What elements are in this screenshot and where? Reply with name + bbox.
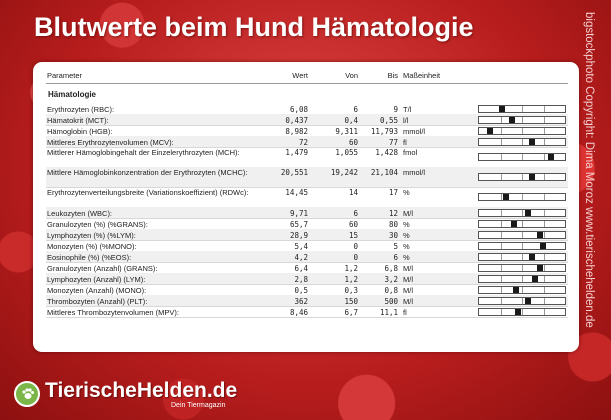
table-row	[46, 167, 568, 188]
range-marker	[503, 194, 509, 200]
value-unit: M/l	[403, 286, 413, 295]
range-tick	[544, 276, 545, 282]
range-indicator	[478, 105, 566, 113]
range-tick	[522, 309, 523, 315]
value-von: 1,2	[344, 264, 358, 273]
range-indicator	[478, 209, 566, 217]
value-von: 0	[353, 253, 358, 262]
brand-tagline: Dein Tiermagazin	[171, 402, 226, 409]
value-bis: 77	[388, 138, 398, 147]
range-tick	[522, 128, 523, 134]
range-tick	[501, 210, 502, 216]
value-wert: 6,08	[289, 105, 308, 114]
value-wert: 6,4	[294, 264, 308, 273]
value-unit: mmol/l	[403, 168, 426, 177]
range-tick	[544, 174, 545, 180]
value-unit: M/l	[403, 209, 413, 218]
range-tick	[522, 265, 523, 271]
value-wert: 65,7	[289, 220, 308, 229]
range-marker	[487, 128, 493, 134]
parameter-name: Hämatokrit (MCT):	[47, 116, 109, 125]
value-unit: M/l	[403, 275, 413, 284]
range-tick	[501, 276, 502, 282]
range-tick	[501, 298, 502, 304]
range-marker	[529, 139, 535, 145]
range-tick	[522, 221, 523, 227]
value-von: 9,311	[335, 127, 358, 136]
range-tick	[522, 243, 523, 249]
range-tick	[544, 139, 545, 145]
parameter-name: Erythrozyten (RBC):	[47, 105, 115, 114]
value-unit: M/l	[403, 264, 413, 273]
parameter-name: Lymphozyten (%) (%LYM):	[47, 231, 136, 240]
header-parameter: Parameter	[47, 71, 83, 80]
value-wert: 8,982	[285, 127, 308, 136]
range-tick	[522, 154, 523, 160]
range-tick	[522, 194, 523, 200]
parameter-name: Erythrozytenverteilungsbreite (Variationskoeffizient) (RDWc):	[47, 188, 249, 197]
value-wert: 362	[294, 297, 308, 306]
value-von: 6	[353, 209, 358, 218]
range-tick	[501, 243, 502, 249]
value-von: 14	[348, 188, 358, 197]
value-wert: 1,479	[285, 148, 308, 157]
table-header	[46, 71, 568, 84]
range-marker	[529, 254, 535, 260]
parameter-name: Eosinophile (%) (%EOS):	[47, 253, 132, 262]
range-tick	[501, 232, 502, 238]
range-indicator	[478, 193, 566, 201]
value-wert: 4,2	[294, 253, 308, 262]
range-tick	[501, 128, 502, 134]
range-tick	[522, 232, 523, 238]
value-von: 0,4	[344, 116, 358, 125]
parameter-name: Mittleres Erythrozytenvolumen (MCV):	[47, 138, 174, 147]
value-unit: %	[403, 188, 410, 197]
range-tick	[501, 139, 502, 145]
value-wert: 5,4	[294, 242, 308, 251]
range-tick	[544, 117, 545, 123]
range-indicator	[478, 308, 566, 316]
range-tick	[501, 174, 502, 180]
value-bis: 5	[393, 242, 398, 251]
range-tick	[522, 287, 523, 293]
value-von: 0	[353, 242, 358, 251]
range-tick	[522, 174, 523, 180]
value-von: 1,055	[335, 148, 358, 157]
range-tick	[501, 194, 502, 200]
value-bis: 6,8	[384, 264, 398, 273]
value-wert: 14,45	[285, 188, 308, 197]
page-title: Blutwerte beim Hund Hämatologie	[34, 12, 474, 42]
value-bis: 6	[393, 253, 398, 262]
value-bis: 9	[393, 105, 398, 114]
value-bis: 30	[388, 231, 398, 240]
range-tick	[501, 221, 502, 227]
range-marker	[525, 210, 531, 216]
parameter-name: Mittlere Hämoglobinkonzentration der Erythrozyten (MCHC):	[47, 168, 248, 177]
range-indicator	[478, 253, 566, 261]
value-bis: 3,2	[384, 275, 398, 284]
range-tick	[501, 154, 502, 160]
range-tick	[544, 298, 545, 304]
value-unit: fl	[403, 138, 407, 147]
parameter-name: Leukozyten (WBC):	[47, 209, 113, 218]
range-tick	[544, 265, 545, 271]
range-tick	[522, 276, 523, 282]
range-marker	[499, 106, 505, 112]
value-unit: fl	[403, 308, 407, 317]
value-bis: 11,793	[370, 127, 398, 136]
range-marker	[513, 287, 519, 293]
value-wert: 8,46	[289, 308, 308, 317]
value-von: 6	[353, 105, 358, 114]
value-unit: l/l	[403, 116, 409, 125]
table-row	[46, 187, 568, 208]
value-unit: %	[403, 231, 410, 240]
range-tick	[522, 106, 523, 112]
range-indicator	[478, 231, 566, 239]
range-indicator	[478, 297, 566, 305]
parameter-name: Mittlerer Hämoglobingehalt der Einzelerythrozyten (MCH):	[47, 148, 240, 157]
range-tick	[522, 254, 523, 260]
range-tick	[544, 154, 545, 160]
range-tick	[544, 254, 545, 260]
range-tick	[501, 117, 502, 123]
value-von: 1,2	[344, 275, 358, 284]
value-bis: 11,1	[379, 308, 398, 317]
value-bis: 1,428	[375, 148, 398, 157]
parameter-name: Monozyten (Anzahl) (MONO):	[47, 286, 147, 295]
table-row	[46, 306, 568, 318]
range-tick	[522, 210, 523, 216]
range-tick	[544, 287, 545, 293]
copyright-notice: bigstockphoto Copyright: Dima Moroz www.tierischehelden.de	[583, 12, 595, 328]
value-von: 15	[348, 231, 358, 240]
range-tick	[544, 232, 545, 238]
range-indicator	[478, 286, 566, 294]
range-tick	[501, 287, 502, 293]
value-unit: fmol	[403, 148, 418, 157]
header-masseinheit: Maßeinheit	[403, 71, 441, 80]
range-indicator	[478, 153, 566, 161]
range-indicator	[478, 242, 566, 250]
parameter-name: Mittleres Thrombozytenvolumen (MPV):	[47, 308, 179, 317]
value-wert: 28,9	[289, 231, 308, 240]
parameter-name: Granulozyten (%) (%GRANS):	[47, 220, 148, 229]
range-tick	[544, 221, 545, 227]
range-marker	[509, 117, 515, 123]
value-von: 6,7	[344, 308, 358, 317]
value-unit: %	[403, 220, 410, 229]
value-unit: M/l	[403, 297, 413, 306]
header-von: Von	[345, 71, 358, 80]
value-unit: %	[403, 253, 410, 262]
range-indicator	[478, 275, 566, 283]
value-bis: 80	[388, 220, 398, 229]
value-von: 60	[348, 138, 358, 147]
value-wert: 72	[298, 138, 308, 147]
value-wert: 2,8	[294, 275, 308, 284]
range-tick	[522, 298, 523, 304]
range-marker	[540, 243, 546, 249]
value-bis: 21,104	[370, 168, 398, 177]
value-wert: 9,71	[289, 209, 308, 218]
range-tick	[544, 194, 545, 200]
value-bis: 500	[384, 297, 398, 306]
range-marker	[532, 276, 538, 282]
value-unit: T/l	[403, 105, 412, 114]
value-wert: 0,437	[285, 116, 308, 125]
range-tick	[544, 128, 545, 134]
range-indicator	[478, 173, 566, 181]
range-tick	[522, 117, 523, 123]
parameter-name: Hämoglobin (HGB):	[47, 127, 113, 136]
value-bis: 12	[388, 209, 398, 218]
parameter-name: Granulozyten (Anzahl) (GRANS):	[47, 264, 158, 273]
range-indicator	[478, 220, 566, 228]
table-row	[46, 147, 568, 168]
range-tick	[501, 254, 502, 260]
paw-logo-icon	[14, 381, 40, 407]
range-marker	[511, 221, 517, 227]
value-von: 0,3	[344, 286, 358, 295]
value-unit: %	[403, 242, 410, 251]
range-marker	[548, 154, 554, 160]
value-von: 19,242	[330, 168, 358, 177]
value-unit: mmol/l	[403, 127, 426, 136]
parameter-name: Thrombozyten (Anzahl) (PLT):	[47, 297, 148, 306]
value-von: 60	[348, 220, 358, 229]
value-von: 150	[344, 297, 358, 306]
range-marker	[537, 265, 543, 271]
range-marker	[537, 232, 543, 238]
parameter-name: Monozyten (%) (%MONO):	[47, 242, 137, 251]
value-wert: 0,5	[294, 286, 308, 295]
range-tick	[501, 265, 502, 271]
range-marker	[529, 174, 535, 180]
range-indicator	[478, 138, 566, 146]
range-tick	[544, 106, 545, 112]
range-indicator	[478, 127, 566, 135]
brand-name: TierischeHelden.de	[45, 379, 238, 402]
range-tick	[544, 309, 545, 315]
range-marker	[525, 298, 531, 304]
section-heading: Hämatologie	[48, 90, 97, 99]
range-tick	[522, 139, 523, 145]
range-marker	[515, 309, 521, 315]
header-bis: Bis	[387, 71, 398, 80]
header-wert: Wert	[292, 71, 308, 80]
value-bis: 0,8	[384, 286, 398, 295]
blood-values-table	[33, 62, 579, 352]
range-tick	[501, 309, 502, 315]
range-tick	[544, 210, 545, 216]
parameter-name: Lymphozyten (Anzahl) (LYM):	[47, 275, 146, 284]
range-indicator	[478, 264, 566, 272]
value-bis: 17	[388, 188, 398, 197]
value-bis: 0,55	[379, 116, 398, 125]
value-wert: 20,551	[280, 168, 308, 177]
range-indicator	[478, 116, 566, 124]
